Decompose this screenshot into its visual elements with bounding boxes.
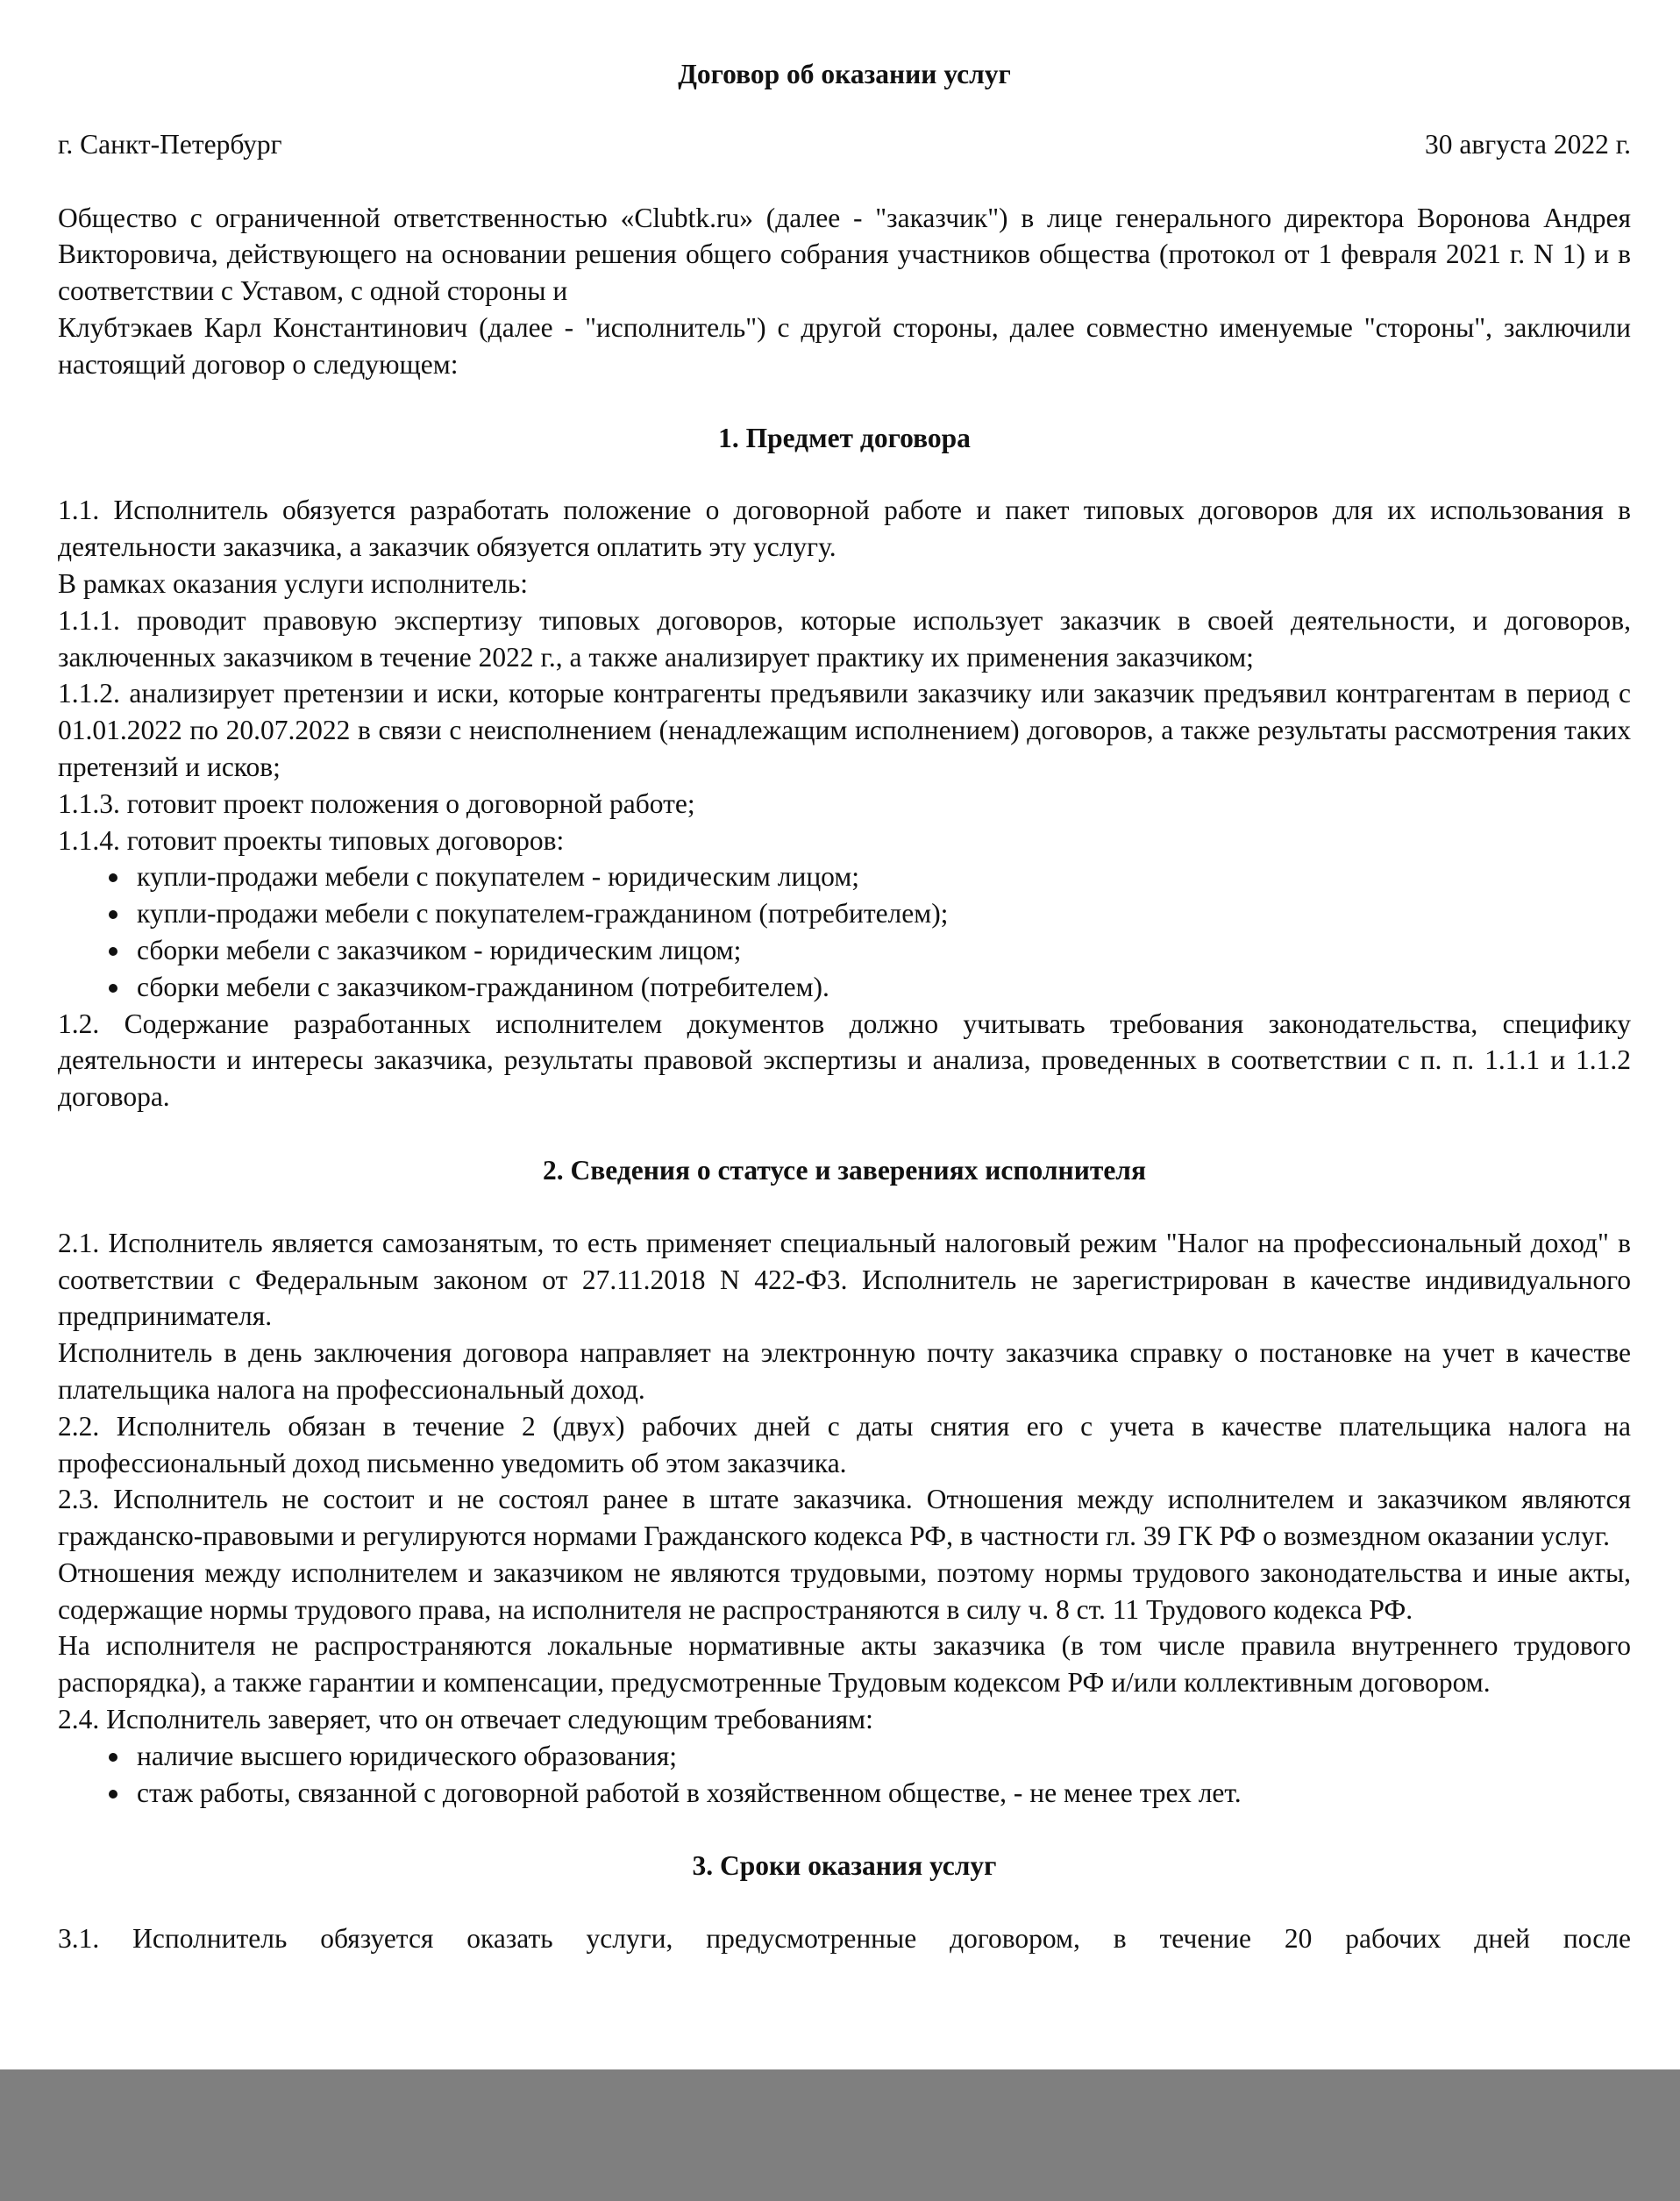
clause-2-1-continued: Исполнитель в день заключения договора направляет на электронную почту заказчика справку о постановке на учет в качестве плательщика налога на профессиональный доход. [58,1337,1631,1405]
clause-2-4: 2.4. Исполнитель заверяет, что он отвечает следующим требованиям: [58,1704,873,1735]
clause-3-1: 3.1. Исполнитель обязуется оказать услуги, предусмотренные договором, в течение 20 рабочих дней после [58,1923,1631,1955]
document-title: Договор об оказании услуг [678,59,1011,89]
clause-1-1: 1.1. Исполнитель обязуется разработать положение о договорной работе и пакет типовых договоров для их использования в деятельности заказчика, а заказчик обязуется оплатить эту услугу. [58,495,1631,563]
document-content [58,56,1631,1957]
clause-2-2: 2.2. Исполнитель обязан в течение 2 (двух) рабочих дней с даты снятия его с учета в качестве плательщика налога на профессиональный доход письменно уведомить об этом заказчика. [58,1410,1631,1478]
clause-1-1-4: 1.1.4. готовит проекты типовых договоров: [58,824,565,856]
bullet-list [58,1738,1631,1812]
clause-2-1: 2.1. Исполнитель является самозанятым, то есть применяет специальный налоговый режим "Налог на профессиональный доход" в соответствии с Федеральным законом от 27.11.2018 N 422-ФЗ. Исполнитель не зарегистрирован в качестве индивидуального предпринимателя. [58,1227,1631,1332]
clause-1-1-1: 1.1.1. проводит правовую экспертизу типовых договоров, которые использует заказчик в своей деятельности, и договоров, заключенных заказчиком в течение 2022 г., а также анализирует практику их применения заказчиком; [58,604,1631,673]
clause-2-3: 2.3. Исполнитель не состоит и не состоял ранее в штате заказчика. Отношения между исполнителем и заказчиком являются гражданско-правовыми и регулируются нормами Гражданского кодекса РФ, в частности гл. 39 ГК РФ о возмездном оказании услуг. [58,1484,1631,1552]
bullet-list [58,858,1631,1005]
list-item: купли-продажи мебели с покупателем - юридическим лицом; [58,858,1631,895]
clause-1-2: 1.2. Содержание разработанных исполнителем документов должно учитывать требования законодательства, специфику деятельности и интересы заказчика, результаты правовой экспертизы и анализа, проведенных в соответствии с п. п. 1.1.1 и 1.1.2 договора. [58,1008,1631,1113]
clause-2-3-continued: Отношения между исполнителем и заказчиком не являются трудовыми, поэтому нормы трудового законодательства и иные акты, содержащие нормы трудового права, на исполнителя не распространяются в силу ч. 8 ст. 11 Трудового кодекса РФ. [58,1556,1631,1625]
page-bottom-overlay [0,2069,1680,2201]
city: г. Санкт-Петербург [58,128,282,160]
place-date-line [58,126,1631,163]
list-item: стаж работы, связанной с договорной работой в хозяйственном обществе, - не менее трех лет. [58,1775,1631,1812]
list-item: купли-продажи мебели с покупателем-гражданином (потребителем); [58,895,1631,932]
section-heading: 3. Сроки оказания услуг [692,1850,997,1882]
clause-1-1-2: 1.1.2. анализирует претензии и иски, которые контрагенты предъявили заказчику или заказчик предъявил контрагентам в период с 01.01.2022 по 20.07.2022 в связи с неисполнением (ненадлежащим исполнением) договоров, а также результаты рассмотрения таких претензий и исков; [58,678,1631,782]
preamble-paragraph: Клубтэкаев Карл Константинович (далее - "исполнитель") с другой стороны, далее совместно именуемые "стороны", заключили настоящий договор о следующем: [58,311,1631,380]
clause-1-1-3: 1.1.3. готовит проект положения о договорной работе; [58,787,695,819]
list-item: сборки мебели с заказчиком - юридическим лицом; [58,932,1631,969]
clause-intro: В рамках оказания услуги исполнитель: [58,567,528,599]
preamble-paragraph: Общество с ограниченной ответственностью «Clubtk.ru» (далее - "заказчик") в лице генерального директора Воронова Андрея Викторовича, действующего на основании решения общего собрания участников общества (протокол от 1 февраля 2021 г. N 1) и в соответствии с Уставом, с одной стороны и [58,202,1631,307]
contract-date: 30 августа 2022 г. [1424,128,1631,160]
list-item: сборки мебели с заказчиком-гражданином (потребителем). [58,969,1631,1006]
section-heading: 2. Сведения о статусе и заверениях исполнителя [542,1154,1147,1186]
clause-2-3-continued: На исполнителя не распространяются локальные нормативные акты заказчика (в том числе правила внутреннего трудового распорядка), а также гарантии и компенсации, предусмотренные Трудовым кодексом РФ и/или коллективным договором. [58,1630,1631,1699]
section-heading: 1. Предмет договора [718,422,971,453]
list-item: наличие высшего юридического образования; [58,1738,1631,1775]
